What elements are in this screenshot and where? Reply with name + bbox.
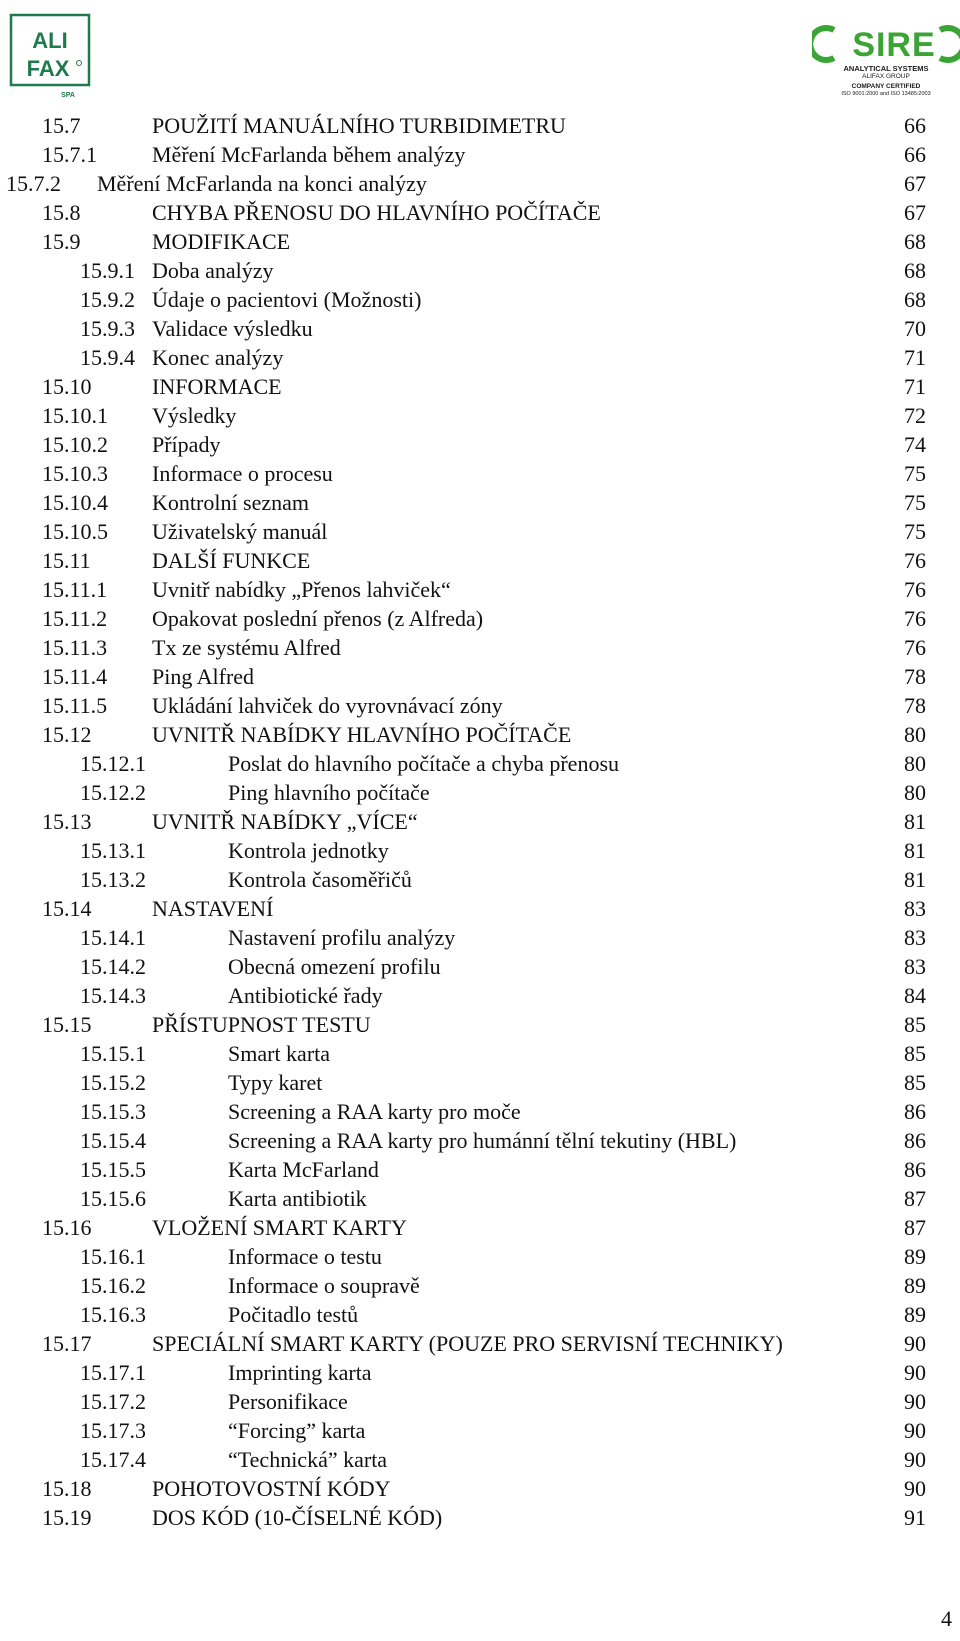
alifax-logo-line2: FAX bbox=[26, 56, 70, 81]
toc-entry[interactable] bbox=[0, 459, 960, 488]
toc-number: 15.9.3 bbox=[80, 316, 135, 341]
toc-number: 15.12.2 bbox=[80, 780, 146, 805]
toc-title: Informace o testu bbox=[228, 1244, 382, 1269]
toc-title: Počitadlo testů bbox=[228, 1302, 359, 1327]
toc-number: 15.14.2 bbox=[80, 954, 146, 979]
toc-page: 78 bbox=[904, 693, 926, 718]
toc-title: DALŠÍ FUNKCE bbox=[152, 548, 311, 573]
toc-number: 15.16.1 bbox=[80, 1244, 146, 1269]
toc-entry[interactable] bbox=[0, 1126, 960, 1155]
toc-entry[interactable] bbox=[0, 778, 960, 807]
toc-title: Smart karta bbox=[228, 1041, 331, 1066]
toc-title: POUŽITÍ MANUÁLNÍHO TURBIDIMETRU bbox=[152, 113, 566, 138]
toc-page: 86 bbox=[904, 1157, 926, 1182]
sire-caption-2: ALIFAX GROUP bbox=[862, 73, 910, 80]
toc-entry[interactable] bbox=[0, 169, 960, 198]
toc-page: 90 bbox=[904, 1331, 926, 1356]
toc-entry[interactable] bbox=[0, 865, 960, 894]
toc-title: “Forcing” karta bbox=[228, 1418, 366, 1443]
toc-entry[interactable] bbox=[0, 1039, 960, 1068]
toc-entry[interactable] bbox=[0, 633, 960, 662]
toc-title: Opakovat poslední přenos (z Alfreda) bbox=[152, 606, 484, 631]
toc-title: Případy bbox=[152, 432, 221, 457]
toc-page: 90 bbox=[904, 1360, 926, 1385]
toc-title: Ping Alfred bbox=[152, 664, 255, 689]
toc-entry[interactable] bbox=[0, 1097, 960, 1126]
toc-title: Uvnitř nabídky „Přenos lahviček“ bbox=[152, 577, 451, 602]
toc-title: Karta McFarland bbox=[228, 1157, 379, 1182]
toc-number: 15.15.4 bbox=[80, 1128, 146, 1153]
toc-title: Karta antibiotik bbox=[228, 1186, 367, 1211]
toc-page: 86 bbox=[904, 1099, 926, 1124]
toc-title: Kontrola časoměřičů bbox=[228, 867, 412, 892]
toc-number: 15.11.4 bbox=[42, 664, 108, 689]
toc-number: 15.14 bbox=[42, 896, 92, 921]
toc-number: 15.13.1 bbox=[80, 838, 146, 863]
toc-entry[interactable] bbox=[0, 546, 960, 575]
toc-number: 15.11.1 bbox=[42, 577, 108, 602]
toc-page: 70 bbox=[904, 316, 926, 341]
toc-title: Doba analýzy bbox=[152, 258, 274, 283]
toc-number: 15.10.4 bbox=[42, 490, 108, 515]
alifax-logo bbox=[8, 12, 94, 100]
toc-page: 71 bbox=[904, 374, 926, 399]
toc-page: 91 bbox=[904, 1505, 926, 1530]
toc-entry[interactable] bbox=[0, 807, 960, 836]
toc-number: 15.14.3 bbox=[80, 983, 146, 1008]
toc-title: Měření McFarlanda během analýzy bbox=[152, 142, 466, 167]
toc-entry[interactable] bbox=[0, 256, 960, 285]
toc-page: 81 bbox=[904, 809, 926, 834]
toc-number: 15.14.1 bbox=[80, 925, 146, 950]
toc-number: 15.11.5 bbox=[42, 693, 108, 718]
toc-page: 75 bbox=[904, 490, 926, 515]
toc-page: 78 bbox=[904, 664, 926, 689]
toc-page: 90 bbox=[904, 1476, 926, 1501]
toc-entry[interactable] bbox=[0, 1300, 960, 1329]
toc-number: 15.15.5 bbox=[80, 1157, 146, 1182]
toc-page: 83 bbox=[904, 896, 926, 921]
toc-number: 15.7.1 bbox=[42, 142, 97, 167]
toc-page: 89 bbox=[904, 1244, 926, 1269]
toc-number: 15.16.2 bbox=[80, 1273, 146, 1298]
toc-page: 86 bbox=[904, 1128, 926, 1153]
sire-caption-3: COMPANY CERTIFIED bbox=[851, 83, 921, 90]
toc-number: 15.9.2 bbox=[80, 287, 135, 312]
toc-title: UVNITŘ NABÍDKY HLAVNÍHO POČÍTAČE bbox=[152, 722, 572, 747]
alifax-logo-sub: SPA bbox=[61, 92, 75, 99]
toc-title: Personifikace bbox=[228, 1389, 348, 1414]
toc-number: 15.10.2 bbox=[42, 432, 108, 457]
toc-entry[interactable] bbox=[0, 285, 960, 314]
toc-title: Kontrolní seznam bbox=[152, 490, 310, 515]
toc-page: 87 bbox=[904, 1186, 926, 1211]
toc-title: Screening a RAA karty pro humánní tělní tekutiny (HBL) bbox=[228, 1128, 737, 1153]
toc-entry[interactable] bbox=[0, 1242, 960, 1271]
toc-number: 15.10.3 bbox=[42, 461, 108, 486]
toc-title: Imprinting karta bbox=[228, 1360, 372, 1385]
toc-entry[interactable] bbox=[0, 517, 960, 546]
toc-title: POHOTOVOSTNÍ KÓDY bbox=[152, 1476, 391, 1501]
toc-page: 90 bbox=[904, 1389, 926, 1414]
toc-number: 15.17.3 bbox=[80, 1418, 146, 1443]
toc-page: 75 bbox=[904, 461, 926, 486]
toc-entry[interactable] bbox=[0, 343, 960, 372]
toc-entry[interactable] bbox=[0, 401, 960, 430]
toc-page: 83 bbox=[904, 954, 926, 979]
toc-page: 90 bbox=[904, 1418, 926, 1443]
toc-entry[interactable] bbox=[0, 1213, 960, 1242]
toc-number: 15.17 bbox=[42, 1331, 92, 1356]
toc-number: 15.10 bbox=[42, 374, 92, 399]
toc-page: 80 bbox=[904, 751, 926, 776]
toc-title: MODIFIKACE bbox=[152, 229, 291, 254]
toc-page: 67 bbox=[904, 200, 926, 225]
toc-number: 15.11.3 bbox=[42, 635, 108, 660]
toc-title: Nastavení profilu analýzy bbox=[228, 925, 456, 950]
toc-entry[interactable] bbox=[0, 1503, 960, 1532]
toc-page: 68 bbox=[904, 258, 926, 283]
toc-page: 75 bbox=[904, 519, 926, 544]
toc-title: Poslat do hlavního počítače a chyba přenosu bbox=[228, 751, 620, 776]
toc-entry[interactable] bbox=[0, 1329, 960, 1358]
toc-number: 15.7 bbox=[42, 113, 81, 138]
toc-number: 15.11 bbox=[42, 548, 91, 573]
toc-page: 81 bbox=[904, 867, 926, 892]
toc-entry[interactable] bbox=[0, 894, 960, 923]
toc-title: DOS KÓD (10-ČÍSELNÉ KÓD) bbox=[152, 1505, 443, 1530]
toc-title: Konec analýzy bbox=[152, 345, 284, 370]
toc-title: Uživatelský manuál bbox=[152, 519, 328, 544]
toc-page: 68 bbox=[904, 229, 926, 254]
toc-title: Ping hlavního počítače bbox=[228, 780, 430, 805]
toc-entry[interactable] bbox=[0, 1358, 960, 1387]
toc-entry[interactable] bbox=[0, 1010, 960, 1039]
toc-number: 15.18 bbox=[42, 1476, 92, 1501]
toc-page: 89 bbox=[904, 1302, 926, 1327]
toc-title: Obecná omezení profilu bbox=[228, 954, 441, 979]
toc-number: 15.15.1 bbox=[80, 1041, 146, 1066]
toc-number: 15.9 bbox=[42, 229, 81, 254]
toc-page: 66 bbox=[904, 113, 926, 138]
toc-title: Výsledky bbox=[152, 403, 237, 428]
toc-page: 85 bbox=[904, 1012, 926, 1037]
toc-entry[interactable] bbox=[0, 227, 960, 256]
toc-title: Screening a RAA karty pro moče bbox=[228, 1099, 521, 1124]
sire-logo-graphic bbox=[812, 22, 960, 64]
toc-entry[interactable] bbox=[0, 575, 960, 604]
toc-title: PŘÍSTUPNOST TESTU bbox=[152, 1012, 371, 1037]
toc-number: 15.13 bbox=[42, 809, 92, 834]
toc-page: 74 bbox=[904, 432, 926, 457]
toc-entry[interactable] bbox=[0, 1271, 960, 1300]
toc-entry[interactable] bbox=[0, 1474, 960, 1503]
toc-entry[interactable] bbox=[0, 923, 960, 952]
toc-title: Ukládání lahviček do vyrovnávací zóny bbox=[152, 693, 503, 718]
toc-title: UVNITŘ NABÍDKY „VÍCE“ bbox=[152, 809, 418, 834]
toc-number: 15.17.1 bbox=[80, 1360, 146, 1385]
toc-title: CHYBA PŘENOSU DO HLAVNÍHO POČÍTAČE bbox=[152, 200, 601, 225]
toc-entry[interactable] bbox=[0, 488, 960, 517]
toc-entry[interactable] bbox=[0, 981, 960, 1010]
toc-number: 15.19 bbox=[42, 1505, 92, 1530]
toc-page: 87 bbox=[904, 1215, 926, 1240]
toc-entry[interactable] bbox=[0, 1155, 960, 1184]
toc-page: 85 bbox=[904, 1041, 926, 1066]
toc-page: 72 bbox=[904, 403, 926, 428]
toc-title: Údaje o pacientovi (Možnosti) bbox=[152, 287, 422, 312]
toc-entry[interactable] bbox=[0, 111, 960, 140]
toc-page: 76 bbox=[904, 635, 926, 660]
toc-page: 83 bbox=[904, 925, 926, 950]
toc-title: Typy karet bbox=[228, 1070, 323, 1095]
toc-entry[interactable] bbox=[0, 604, 960, 633]
toc-title: NASTAVENÍ bbox=[152, 896, 274, 921]
toc-number: 15.17.4 bbox=[80, 1447, 146, 1472]
toc-number: 15.16.3 bbox=[80, 1302, 146, 1327]
toc-entry[interactable] bbox=[0, 749, 960, 778]
toc-page: 80 bbox=[904, 780, 926, 805]
toc-entry[interactable] bbox=[0, 1068, 960, 1097]
toc-entry[interactable] bbox=[0, 198, 960, 227]
toc-page: 85 bbox=[904, 1070, 926, 1095]
toc-entry[interactable] bbox=[0, 662, 960, 691]
toc-title: INFORMACE bbox=[152, 374, 282, 399]
toc-number: 15.15 bbox=[42, 1012, 92, 1037]
toc-number: 15.13.2 bbox=[80, 867, 146, 892]
toc-title: Měření McFarlanda na konci analýzy bbox=[97, 171, 427, 196]
table-of-contents bbox=[0, 111, 960, 1532]
toc-entry[interactable] bbox=[0, 372, 960, 401]
toc-number: 15.16 bbox=[42, 1215, 92, 1240]
toc-title: VLOŽENÍ SMART KARTY bbox=[152, 1215, 407, 1240]
toc-page: 71 bbox=[904, 345, 926, 370]
toc-page: 76 bbox=[904, 577, 926, 602]
sire-caption-4: ISO 9001:2000 and ISO 13485:2003 bbox=[841, 91, 931, 97]
toc-entry[interactable] bbox=[0, 1184, 960, 1213]
toc-page: 89 bbox=[904, 1273, 926, 1298]
toc-page: 68 bbox=[904, 287, 926, 312]
toc-number: 15.12.1 bbox=[80, 751, 146, 776]
toc-number: 15.10.5 bbox=[42, 519, 108, 544]
toc-entry[interactable] bbox=[0, 1416, 960, 1445]
toc-number: 15.15.3 bbox=[80, 1099, 146, 1124]
toc-entry[interactable] bbox=[0, 314, 960, 343]
toc-page: 66 bbox=[904, 142, 926, 167]
toc-title: Antibiotické řady bbox=[228, 983, 383, 1008]
toc-entry[interactable] bbox=[0, 430, 960, 459]
toc-page: 80 bbox=[904, 722, 926, 747]
toc-page: 90 bbox=[904, 1447, 926, 1472]
toc-title: Validace výsledku bbox=[152, 316, 313, 341]
toc-number: 15.10.1 bbox=[42, 403, 108, 428]
toc-number: 15.7.2 bbox=[6, 171, 61, 196]
alifax-logo-line1: ALI bbox=[32, 28, 68, 53]
toc-number: 15.17.2 bbox=[80, 1389, 146, 1414]
toc-title: “Technická” karta bbox=[228, 1447, 388, 1472]
toc-number: 15.15.6 bbox=[80, 1186, 146, 1211]
svg-text:SIRE: SIRE bbox=[852, 26, 936, 64]
alifax-logo-graphic bbox=[8, 12, 94, 100]
toc-page: 84 bbox=[904, 983, 926, 1008]
toc-page: 76 bbox=[904, 548, 926, 573]
toc-title: Tx ze systému Alfred bbox=[152, 635, 341, 660]
toc-entry[interactable] bbox=[0, 140, 960, 169]
toc-page: 81 bbox=[904, 838, 926, 863]
toc-page: 76 bbox=[904, 606, 926, 631]
toc-number: 15.11.2 bbox=[42, 606, 108, 631]
toc-entry[interactable] bbox=[0, 720, 960, 749]
toc-number: 15.12 bbox=[42, 722, 92, 747]
toc-title: Informace o soupravě bbox=[228, 1273, 420, 1298]
toc-title: Kontrola jednotky bbox=[228, 838, 389, 863]
toc-page: 67 bbox=[904, 171, 926, 196]
page-number: 4 bbox=[941, 1606, 952, 1631]
toc-entry[interactable] bbox=[0, 952, 960, 981]
toc-title: SPECIÁLNÍ SMART KARTY (POUZE PRO SERVISNÍ TECHNIKY) bbox=[152, 1331, 783, 1356]
toc-entry[interactable] bbox=[0, 1387, 960, 1416]
toc-entry[interactable] bbox=[0, 836, 960, 865]
toc-title: Informace o procesu bbox=[152, 461, 333, 486]
toc-entry[interactable] bbox=[0, 691, 960, 720]
toc-number: 15.9.4 bbox=[80, 345, 135, 370]
toc-entry[interactable] bbox=[0, 1445, 960, 1474]
toc-number: 15.8 bbox=[42, 200, 81, 225]
sire-caption-1: ANALYTICAL SYSTEMS bbox=[843, 64, 929, 73]
toc-number: 15.9.1 bbox=[80, 258, 135, 283]
toc-number: 15.15.2 bbox=[80, 1070, 146, 1095]
sire-logo bbox=[812, 22, 960, 106]
